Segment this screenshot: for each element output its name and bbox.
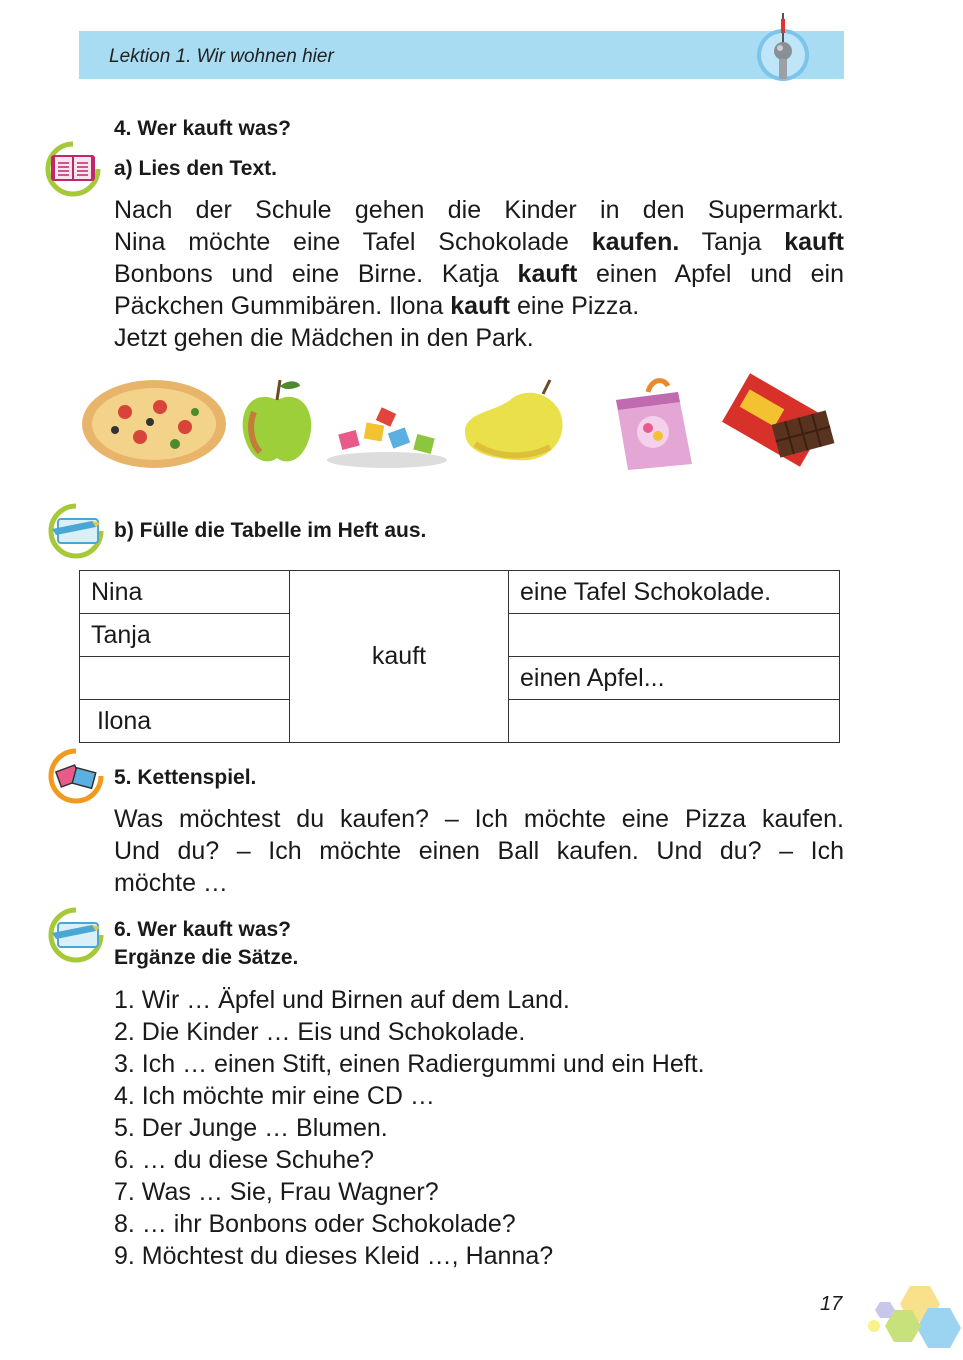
table-cell-object: einen Apfel... — [509, 657, 840, 700]
text-line-3: Bonbons und eine Birne. Katja kauft einen Apfel und ein — [114, 260, 844, 288]
table-cell-name — [80, 657, 290, 700]
list-item: 7. Was … Sie, Frau Wagner? — [114, 1178, 439, 1206]
table-cell-verb: kauft — [290, 571, 509, 743]
table-row — [80, 571, 840, 614]
apple-icon — [234, 372, 320, 472]
gummy-bears-icon — [320, 372, 455, 472]
text-line: möchte … — [114, 869, 228, 897]
list-item: 8. … ihr Bonbons oder Schokolade? — [114, 1210, 516, 1238]
table-cell-name: Nina — [80, 571, 290, 614]
list-item: 6. … du diese Schuhe? — [114, 1146, 374, 1174]
text-line: Was möchtest du kaufen? – Ich möchte eine Pizza kaufen. — [114, 805, 844, 833]
list-item: 2. Die Kinder … Eis und Schokolade. — [114, 1018, 526, 1046]
page-number: 17 — [820, 1293, 843, 1315]
list-item: 5. Der Junge … Blumen. — [114, 1114, 388, 1142]
reading-text — [114, 194, 844, 354]
pencil-notebook-icon — [48, 503, 104, 559]
lesson-header — [79, 31, 844, 79]
table-cell-name: Ilona — [80, 700, 290, 743]
list-item: 4. Ich möchte mir eine CD … — [114, 1082, 435, 1110]
fill-in-table — [79, 570, 840, 743]
exercise-5-title: 5. Kettenspiel. — [114, 766, 257, 789]
open-book-icon — [45, 141, 101, 197]
list-item: 9. Möchtest du dieses Kleid …, Hanna? — [114, 1242, 554, 1270]
chocolate-bar-icon — [720, 372, 844, 472]
hexagon-decoration-icon — [860, 1280, 963, 1360]
table-cell-object: eine Tafel Schokolade. — [509, 571, 840, 614]
exercise-4-title: 4. Wer kauft was? — [114, 117, 292, 140]
exercise-4b-instruction: b) Fülle die Tabelle im Heft aus. — [114, 519, 427, 542]
pencil-notebook-icon — [48, 907, 104, 963]
list-item: 3. Ich … einen Stift, einen Radiergummi und ein Heft. — [114, 1050, 705, 1078]
exercise-6-list — [114, 984, 705, 1272]
lesson-title: Lektion 1. Wir wohnen hier — [109, 46, 334, 67]
exercise-4a-instruction: a) Lies den Text. — [114, 157, 277, 180]
text-line: Und du? – Ich möchte einen Ball kaufen. Und du? – Ich — [114, 837, 844, 865]
exercise-6-subtitle: Ergänze die Sätze. — [114, 946, 299, 969]
list-item: 1. Wir … Äpfel und Birnen auf dem Land. — [114, 986, 570, 1014]
exercise-5-text — [114, 803, 844, 899]
text-line-4: Päckchen Gummibären. Ilona kauft eine Pizza. — [114, 292, 640, 320]
text-line-2: Nina möchte eine Tafel Schokolade kaufen. Tanja kauft — [114, 228, 844, 256]
exercise-6-title: 6. Wer kauft was? — [114, 918, 292, 941]
text-line-5: Jetzt gehen die Mädchen in den Park. — [114, 324, 534, 352]
text-line-1: Nach der Schule gehen die Kinder in den Supermarkt. — [114, 196, 844, 224]
table-cell-object — [509, 700, 840, 743]
candy-bag-icon — [608, 372, 698, 472]
game-cards-icon — [48, 748, 104, 804]
pear-icon — [455, 372, 573, 472]
pizza-icon — [80, 372, 228, 472]
table-cell-object — [509, 614, 840, 657]
table-cell-name: Tanja — [80, 614, 290, 657]
tv-tower-icon — [752, 11, 814, 81]
